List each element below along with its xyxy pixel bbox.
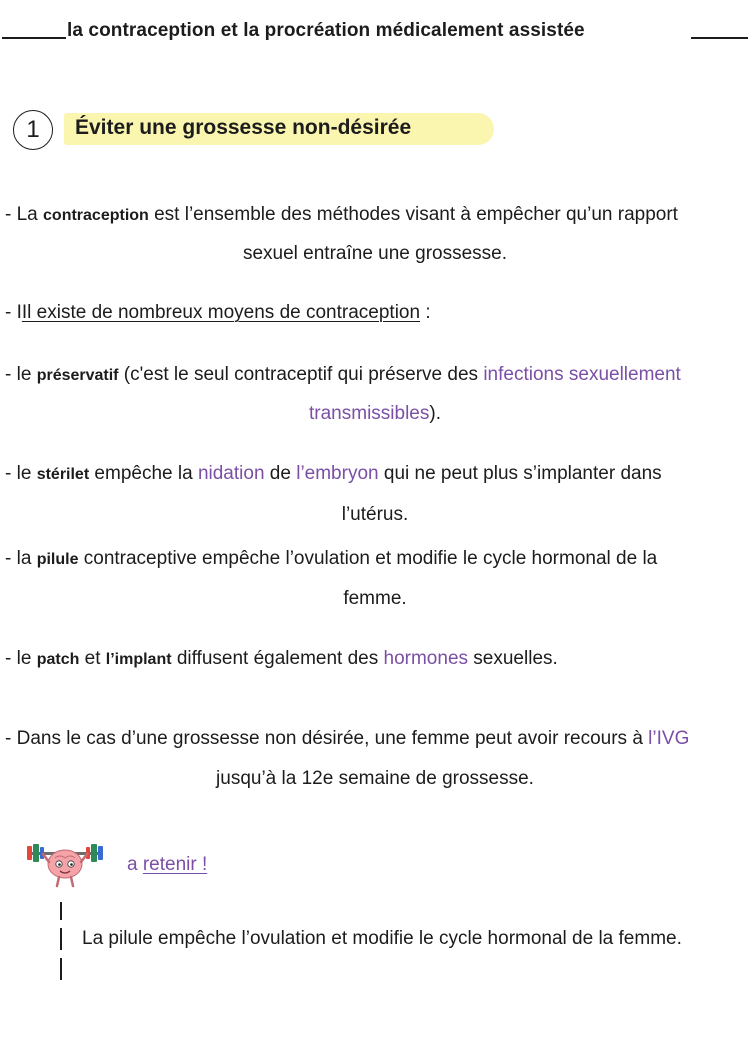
keyword-contraception: contraception <box>43 207 149 224</box>
paragraph-text: contraceptive empêche l’ovulation et modifie le cycle hormonal de la <box>78 548 658 569</box>
paragraph-text: est l’ensemble des méthodes visant à empêcher qu’un rapport <box>148 204 678 225</box>
keyword-implant: l’implant <box>105 651 172 668</box>
section-title: Éviter une grossesse non-désirée <box>75 116 412 139</box>
paragraph-sterilet-line2: l’utérus. <box>341 504 409 525</box>
paragraph-sterilet-line1 <box>5 463 662 485</box>
section-number-circle: 1 <box>13 110 53 150</box>
paragraph-pilule-line2: femme. <box>343 588 407 609</box>
paragraph-text: (c'est le seul contraceptif qui préserve des <box>118 364 484 385</box>
bullet-prefix: - le <box>5 364 37 385</box>
paragraph-preservatif-line2 <box>0 403 750 425</box>
retain-label-prefix: a <box>127 854 143 875</box>
highlight-term: nidation <box>197 463 265 484</box>
paragraph-text: ). <box>429 403 441 424</box>
underlined-text: Il existe de nombreux moyens de contraception <box>21 302 421 323</box>
paragraph-contraception-line2: sexuel entraîne une grossesse. <box>242 243 508 264</box>
paragraph-preservatif-line1 <box>5 364 681 386</box>
keyword-pilule: pilule <box>36 551 79 568</box>
paragraph-text: qui ne peut plus s’implanter dans <box>378 463 662 484</box>
paragraph-patch <box>5 648 558 670</box>
paragraph-text: de <box>264 463 297 484</box>
highlight-term: hormones <box>383 648 469 669</box>
highlight-term: l’embryon <box>296 463 379 484</box>
paragraph-text: sexuelles. <box>468 648 558 669</box>
bullet-prefix: - I <box>5 302 22 323</box>
paragraph-text: empêche la <box>89 463 198 484</box>
bullet-prefix: - La <box>5 204 44 225</box>
paragraph-text: diffusent également des <box>171 648 384 669</box>
bullet-prefix: - la <box>5 548 37 569</box>
note-bar-middle <box>60 928 62 950</box>
paragraph-pilule-line1 <box>5 548 657 570</box>
highlight-term: l’IVG <box>648 728 690 749</box>
bullet-prefix: - le <box>5 463 37 484</box>
title-rule-left <box>2 37 66 39</box>
retain-label-underlined: retenir ! <box>142 854 208 875</box>
paragraph-text: - Dans le cas d’une grossesse non désirée, une femme peut avoir recours à <box>5 728 649 749</box>
note-bar-top <box>60 902 62 920</box>
highlight-term: infections sexuellement <box>483 364 681 385</box>
keyword-sterilet: stérilet <box>36 466 90 483</box>
paragraph-ivg-line2: jusqu’à la 12e semaine de grossesse. <box>216 768 534 789</box>
paragraph-ivg-line1 <box>5 728 689 750</box>
bullet-prefix: - le <box>5 648 37 669</box>
retain-label <box>127 854 207 876</box>
retain-note: La pilule empêche l’ovulation et modifie le cycle hormonal de la femme. <box>82 928 682 949</box>
keyword-preservatif: préservatif <box>36 367 119 384</box>
highlight-term: transmissibles <box>309 403 430 424</box>
paragraph-contraception-line1 <box>5 204 678 226</box>
keyword-patch: patch <box>36 651 80 668</box>
page-title: la contraception et la procréation médicalement assistée <box>67 20 585 41</box>
title-rule-right <box>691 37 748 39</box>
paragraph-text: et <box>79 648 106 669</box>
paragraph-moyens <box>5 302 431 324</box>
colon-suffix: : <box>420 302 431 323</box>
brain-weightlifter-icon <box>25 840 105 890</box>
title-row <box>0 20 750 46</box>
note-bar-bottom <box>60 958 62 980</box>
